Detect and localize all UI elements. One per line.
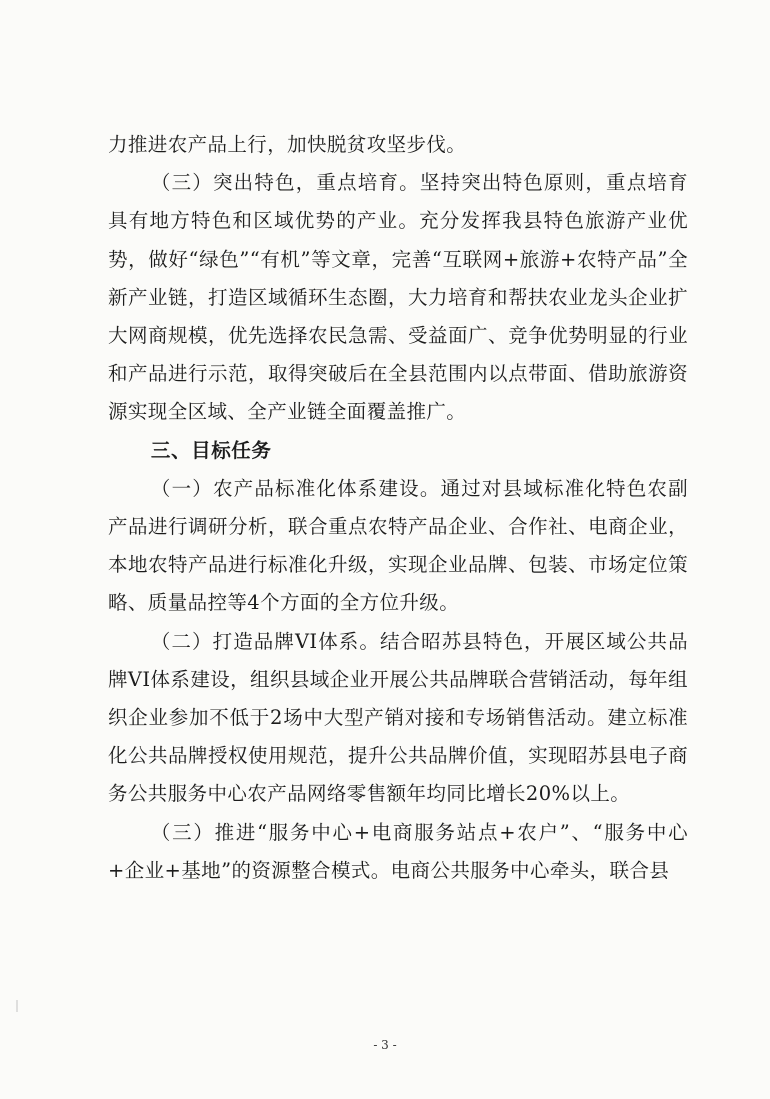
paragraph-highlight-features: （三）突出特色，重点培育。坚持突出特色原则，重点培育具有地方特色和区域优势的产业。充分发挥我县特色旅游产业优势，做好“绿色”“有机”等文章，完善“互联网+旅游+农特产品”全新产业链，打造区域循环生态圈，大力培育和帮扶农业龙头企业扩大网商规模，优先选择农民急需、受益面广、竞争优势明显的行业和产品进行示范，取得突破后在全县范围内以点带面、借助旅游资源实现全区域、全产业链全面覆盖推广。 (108, 171, 688, 424)
section-heading-goals: 三、目标任务 (150, 438, 272, 462)
paragraph-brand-vi: （二）打造品牌VI体系。结合昭苏县特色，开展区域公共品牌VI体系建设，组织县域企业开展公共品牌联合营销活动，每年组织企业参加不低于2场中大型产销对接和专场销售活动。建立标准化公共品牌授权使用规范，提升公共品牌价值，实现昭苏县电子商务公共服务中心农产品网络零售额年均同比增长20%以上。 (108, 629, 688, 806)
paragraph-standardization: （一）农产品标准化体系建设。通过对县域标准化特色农副产品进行调研分析，联合重点农特产品企业、合作社、电商企业，本地农特产品进行标准化升级，实现企业品牌、包装、市场定位策略、质量品控等4个方面的全方位升级。 (108, 476, 688, 615)
page-number: - 3 - (373, 1038, 397, 1052)
paragraph-resource-integration: （三）推进“服务中心+电商服务站点+农户”、“服务中心+企业+基地”的资源整合模式。电商公共服务中心牵头，联合县 (108, 820, 688, 882)
document-body (108, 126, 688, 890)
paragraph-continuation: 力推进农产品上行，加快脱贫攻坚步伐。 (108, 133, 467, 156)
scan-speck (16, 1000, 18, 1012)
